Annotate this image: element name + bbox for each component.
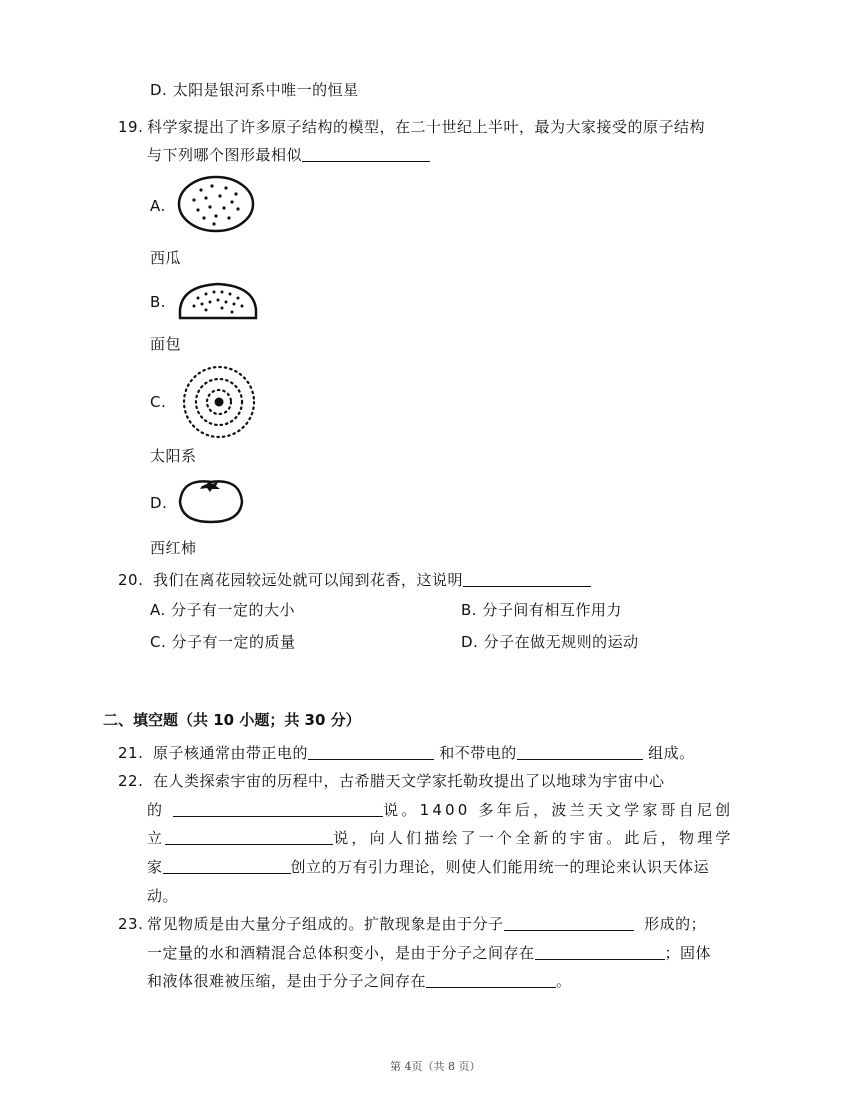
q23-blank-1[interactable] — [504, 914, 634, 931]
q19-stem-line1: 科学家提出了许多原子结构的模型，在二十世纪上半叶，最为大家接受的原子结构 — [147, 118, 706, 136]
q19-option-d-letter: D. — [150, 494, 168, 512]
q21-text-2: 和不带电的 — [439, 744, 517, 762]
q21-blank-2[interactable] — [517, 743, 643, 760]
q18-option-d: D. 太阳是银河系中唯一的恒星 — [150, 81, 359, 99]
q20-option-d: D. 分子在做无规则的运动 — [461, 633, 639, 651]
q23-blank-2[interactable] — [535, 943, 665, 960]
q21-text-1: 原子核通常由带正电的 — [153, 744, 309, 762]
q23-line1 — [147, 914, 706, 934]
q22-number: 22. — [118, 772, 144, 790]
q20-stem-line — [153, 570, 591, 590]
q21-text-3: 组成。 — [648, 744, 695, 762]
q20-option-b: B. 分子间有相互作用力 — [461, 601, 622, 619]
section-title: 二、填空题（共 10 小题；共 30 分） — [103, 711, 361, 729]
q20-number: 20. — [118, 571, 144, 589]
q22-line2-text-a: 的 — [147, 801, 166, 819]
bread-icon — [176, 280, 260, 322]
q22-line2-text-b: 说。1400 多年后，波兰天文学家哥自尼创 — [383, 801, 734, 819]
q20-answer-blank[interactable] — [463, 570, 591, 587]
q20-stem-text: 我们在离花园较远处就可以闻到花香，这说明 — [153, 571, 464, 589]
q21-line — [153, 743, 695, 763]
q19-stem-text: 与下列哪个图形最相似 — [147, 146, 303, 164]
q22-blank-1[interactable] — [173, 800, 383, 817]
q19-option-d-caption: 西红柿 — [150, 539, 197, 557]
q19-option-c-letter: C. — [150, 393, 167, 411]
q22-line4 — [147, 857, 709, 877]
q22-line4-text-b: 创立的万有引力理论，则使人们能用统一的理论来认识天体运 — [290, 858, 710, 876]
q23-line1-text-b: 形成的； — [644, 915, 707, 933]
q23-line3 — [147, 971, 572, 991]
q19-option-b-letter: B. — [150, 293, 167, 311]
q23-line3-text-a: 和液体很难被压缩，是由于分子之间存在 — [147, 972, 427, 990]
q22-line3 — [147, 828, 734, 848]
q19-number: 19. — [118, 118, 144, 136]
q21-blank-1[interactable] — [308, 743, 434, 760]
q19-option-c-caption: 太阳系 — [150, 447, 197, 465]
solar-system-icon — [174, 364, 264, 440]
q21-number: 21. — [118, 744, 144, 762]
q19-option-b-caption: 面包 — [150, 335, 182, 353]
q22-line4-text-a: 家 — [147, 858, 163, 876]
q19-option-a-letter: A. — [150, 197, 166, 215]
q23-blank-3[interactable] — [426, 971, 556, 988]
q22-line2 — [147, 800, 733, 820]
q19-option-a-caption: 西瓜 — [150, 249, 182, 267]
q22-line3-text-b: 说，向人们描绘了一个全新的宇宙。此后，物理学 — [333, 829, 734, 847]
q20-option-c: C. 分子有一定的质量 — [150, 633, 296, 651]
q19-stem-line2 — [147, 145, 430, 165]
q23-line2-text-b: ；固体 — [664, 944, 712, 962]
q23-line2-text-a: 一定量的水和酒精混合总体积变小，是由于分子之间存在 — [147, 944, 535, 962]
watermelon-icon — [176, 174, 256, 234]
q23-line1-text-a: 常见物质是由大量分子组成的。扩散现象是由于分子 — [147, 915, 504, 933]
page-footer: 第 4页（共 8 页） — [390, 1060, 481, 1073]
q22-blank-3[interactable] — [163, 857, 291, 874]
q23-line2 — [147, 943, 711, 963]
q22-line3-text-a: 立 — [147, 829, 166, 847]
q20-option-a: A. 分子有一定的大小 — [150, 601, 296, 619]
q23-line3-text-b: 。 — [556, 972, 572, 990]
q22-blank-2[interactable] — [165, 828, 333, 845]
q22-line5: 动。 — [147, 887, 179, 905]
tomato-icon — [176, 476, 246, 526]
q19-answer-blank[interactable] — [302, 145, 430, 162]
q23-number: 23. — [118, 915, 144, 933]
q22-line1: 在人类探索宇宙的历程中，古希腊天文学家托勒玫提出了以地球为宇宙中心 — [153, 772, 665, 790]
